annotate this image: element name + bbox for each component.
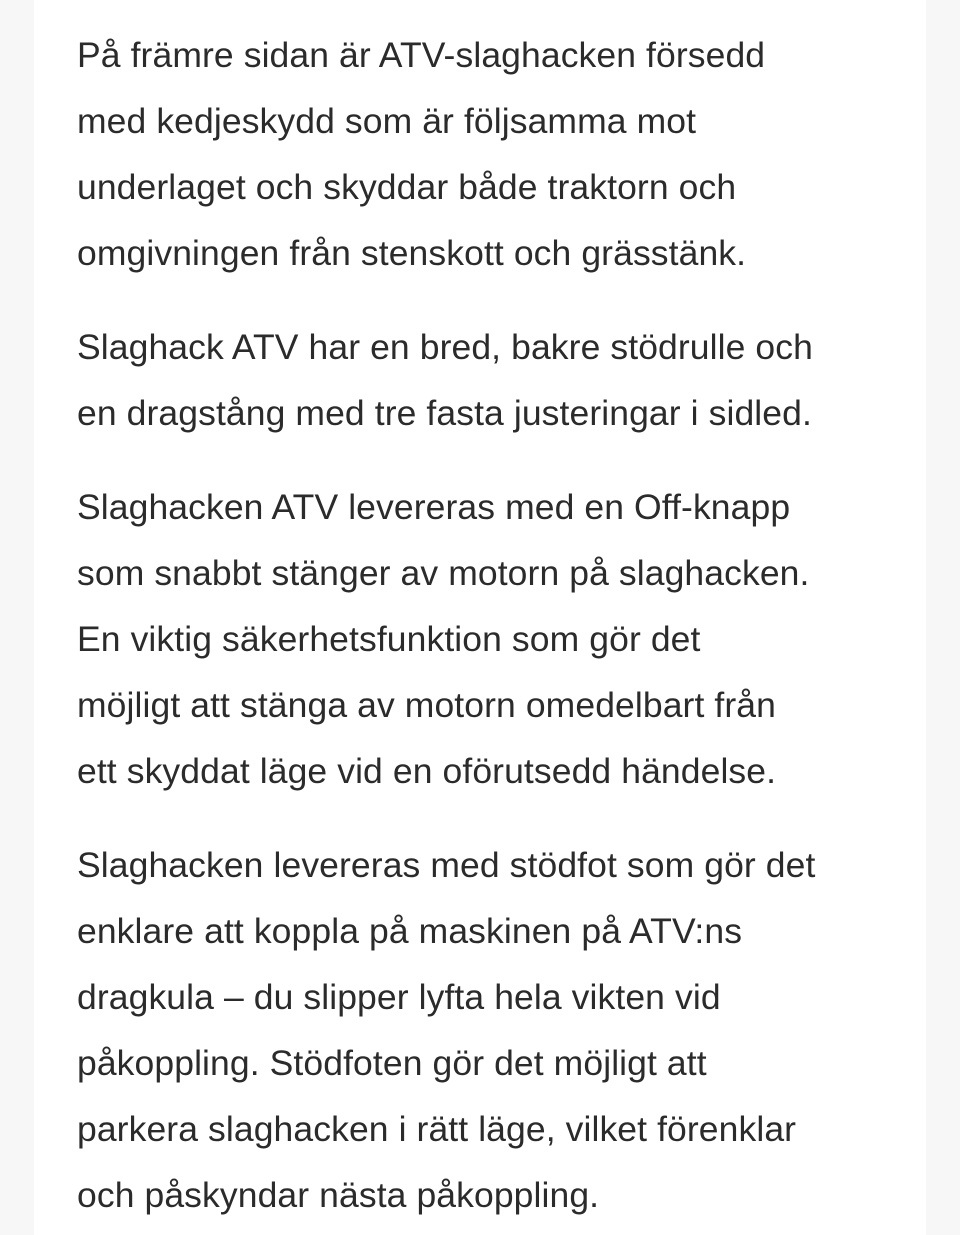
- text-line: På främre sidan är ATV-slaghacken försedd: [77, 35, 766, 75]
- text-line: Slaghack ATV har en bred, bakre stödrulle och: [77, 327, 813, 367]
- text-line: dragkula – du slipper lyfta hela vikten vid: [77, 977, 721, 1017]
- text-line: möjligt att stänga av motorn omedelbart från: [77, 685, 776, 725]
- text-line: en dragstång med tre fasta justeringar i sidled.: [77, 393, 812, 433]
- paragraph-chain-guard: [77, 22, 926, 286]
- text-line: Slaghacken ATV levereras med en Off-knapp: [77, 487, 791, 527]
- text-line: En viktig säkerhetsfunktion som gör det: [77, 619, 701, 659]
- text-line: enklare att koppla på maskinen på ATV:ns: [77, 911, 743, 951]
- text-line: som snabbt stänger av motorn på slaghacken.: [77, 553, 810, 593]
- article-body: [77, 22, 926, 1228]
- paragraph-support-foot: [77, 832, 926, 1228]
- article-page: [34, 0, 926, 1235]
- text-line: och påskyndar nästa påkoppling.: [77, 1175, 600, 1215]
- text-line: underlaget och skyddar både traktorn och: [77, 167, 737, 207]
- text-line: med kedjeskydd som är följsamma mot: [77, 101, 697, 141]
- text-line: omgivningen från stenskott och grässtänk.: [77, 233, 747, 273]
- text-line: ett skyddat läge vid en oförutsedd händelse.: [77, 751, 777, 791]
- text-line: parkera slaghacken i rätt läge, vilket förenklar: [77, 1109, 797, 1149]
- paragraph-off-button: [77, 474, 926, 804]
- paragraph-rear-roller: [77, 314, 926, 446]
- text-line: Slaghacken levereras med stödfot som gör det: [77, 845, 816, 885]
- text-line: påkoppling. Stödfoten gör det möjligt att: [77, 1043, 707, 1083]
